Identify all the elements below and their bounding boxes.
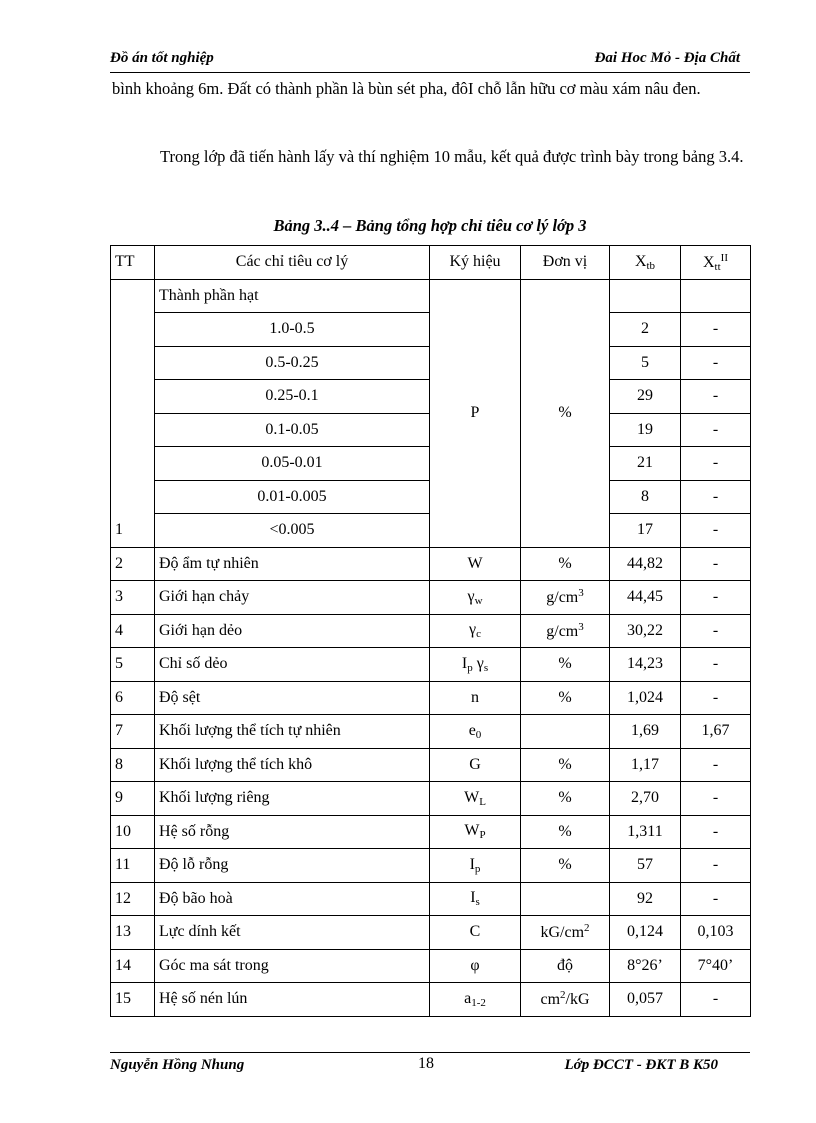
row-tt: 9: [111, 782, 155, 816]
row-xtb: 30,22: [610, 614, 681, 648]
row-symbol: $a_{1-2}$: [430, 983, 521, 1017]
grain-xtb: 21: [610, 447, 681, 481]
row-symbol: φ: [430, 949, 521, 983]
table-row: [111, 648, 751, 682]
grain-xtb: 19: [610, 413, 681, 447]
row-name: Khối lượng thể tích khô: [155, 748, 430, 782]
row-unit: [521, 715, 610, 749]
row-unit: [521, 882, 610, 916]
row-unit: %: [521, 681, 610, 715]
row-xtb: 0,124: [610, 916, 681, 950]
page-header: [110, 48, 750, 73]
row-xtb: 14,23: [610, 648, 681, 682]
header-right: Đai Hoc Mỏ - Địa Chất: [594, 50, 740, 66]
row-xtt: -: [681, 581, 751, 615]
table-row: [111, 983, 751, 1017]
row-xtb: 2,70: [610, 782, 681, 816]
row-xtt: -: [681, 681, 751, 715]
row-unit: %: [521, 547, 610, 581]
row-name: Giới hạn chảy: [155, 581, 430, 615]
grain-range: 0.05-0.01: [155, 447, 430, 481]
row-xtt: 1,67: [681, 715, 751, 749]
row-symbol: $I_p$: [430, 849, 521, 883]
paragraph-2: Trong lớp đã tiến hành lấy và thí nghiệm 10 mẫu, kết quả được trình bày trong bảng 3.4.: [160, 147, 744, 166]
row-xtb: 1,311: [610, 815, 681, 849]
row-tt: 14: [111, 949, 155, 983]
grain-xtt: -: [681, 346, 751, 380]
row-symbol: $I_s$: [430, 882, 521, 916]
grain-xtb-empty: [610, 279, 681, 313]
table-row: [111, 547, 751, 581]
header-symbol: Ký hiệu: [430, 246, 521, 280]
header-unit: Đơn vị: [521, 246, 610, 280]
row-xtb: 1,17: [610, 748, 681, 782]
header-tt: TT: [111, 246, 155, 280]
row-tt: 4: [111, 614, 155, 648]
row-xtb: 0,057: [610, 983, 681, 1017]
grain-xtt-empty: [681, 279, 751, 313]
row-xtt: -: [681, 648, 751, 682]
row-name: Khối lượng riêng: [155, 782, 430, 816]
row-tt: 10: [111, 815, 155, 849]
row-unit: $kG/cm^2$: [521, 916, 610, 950]
row-tt: 12: [111, 882, 155, 916]
header-left: Đồ án tốt nghiệp: [110, 50, 214, 66]
row-name: Độ bão hoà: [155, 882, 430, 916]
table-row: [111, 815, 751, 849]
row-unit: $cm^2/kG$: [521, 983, 610, 1017]
table-row: [111, 949, 751, 983]
grain-xtb: 29: [610, 380, 681, 414]
row-tt: 5: [111, 648, 155, 682]
grain-xtt: -: [681, 514, 751, 548]
grain-xtt: -: [681, 447, 751, 481]
grain-xtb: 2: [610, 313, 681, 347]
table-header-row: [111, 246, 751, 280]
grain-title: Thành phần hạt: [155, 279, 430, 313]
grain-unit: %: [521, 279, 610, 547]
grain-range: 0.1-0.05: [155, 413, 430, 447]
grain-range: 1.0-0.5: [155, 313, 430, 347]
row-xtt: -: [681, 849, 751, 883]
row-xtb: 1,024: [610, 681, 681, 715]
row-xtt: 0,103: [681, 916, 751, 950]
row-xtt: 7°40’: [681, 949, 751, 983]
row-name: Độ ẩm tự nhiên: [155, 547, 430, 581]
row-symbol: G: [430, 748, 521, 782]
grain-xtt: -: [681, 480, 751, 514]
row-unit: %: [521, 782, 610, 816]
table-row: [111, 614, 751, 648]
row-tt: 6: [111, 681, 155, 715]
row-xtt: -: [681, 983, 751, 1017]
row-xtt: -: [681, 815, 751, 849]
grain-range: 0.25-0.1: [155, 380, 430, 414]
row-xtt: -: [681, 547, 751, 581]
row-symbol: $I_p$ $\gamma_s$: [430, 648, 521, 682]
row-xtb: 92: [610, 882, 681, 916]
page-number: 18: [418, 1055, 434, 1072]
row-name: Chỉ số dẻo: [155, 648, 430, 682]
table-row: [111, 782, 751, 816]
table-caption: Bảng 3..4 – Bảng tổng hợp chỉ tiêu cơ lý lớp 3: [273, 216, 587, 235]
row-symbol: $\gamma_w$: [430, 581, 521, 615]
row-tt: 2: [111, 547, 155, 581]
row-symbol: W: [430, 547, 521, 581]
row-unit: $g/cm^3$: [521, 581, 610, 615]
row-symbol: n: [430, 681, 521, 715]
grain-tt: 1: [111, 279, 155, 547]
table-row: [111, 916, 751, 950]
row-symbol: $W_P$: [430, 815, 521, 849]
row-name: Giới hạn dẻo: [155, 614, 430, 648]
row-xtb: 44,82: [610, 547, 681, 581]
row-symbol: $W_L$: [430, 782, 521, 816]
grain-xtt: -: [681, 413, 751, 447]
row-xtt: -: [681, 614, 751, 648]
header-xtb: $X_{tb}$: [610, 246, 681, 280]
row-unit: $g/cm^3$: [521, 614, 610, 648]
header-name: Các chỉ tiêu cơ lý: [155, 246, 430, 280]
grain-symbol: P: [430, 279, 521, 547]
row-xtt: -: [681, 882, 751, 916]
grain-title-row: [111, 279, 751, 313]
row-symbol: $\gamma_c$: [430, 614, 521, 648]
row-unit: %: [521, 849, 610, 883]
table-row: [111, 748, 751, 782]
row-tt: 8: [111, 748, 155, 782]
row-name: Hệ số nén lún: [155, 983, 430, 1017]
row-symbol: $e_0$: [430, 715, 521, 749]
grain-xtb: 8: [610, 480, 681, 514]
grain-range: 0.01-0.005: [155, 480, 430, 514]
row-unit: %: [521, 648, 610, 682]
row-xtb: 44,45: [610, 581, 681, 615]
grain-xtb: 5: [610, 346, 681, 380]
row-xtt: -: [681, 748, 751, 782]
table-row: [111, 849, 751, 883]
row-xtb: 8°26’: [610, 949, 681, 983]
row-tt: 15: [111, 983, 155, 1017]
row-name: Khối lượng thể tích tự nhiên: [155, 715, 430, 749]
header-xtt: $X_{tt}^{II}$: [681, 246, 751, 280]
row-xtb: 1,69: [610, 715, 681, 749]
row-tt: 7: [111, 715, 155, 749]
table-row: [111, 581, 751, 615]
table-row: [111, 681, 751, 715]
row-xtb: 57: [610, 849, 681, 883]
row-name: Độ lỗ rỗng: [155, 849, 430, 883]
row-tt: 13: [111, 916, 155, 950]
row-unit: %: [521, 748, 610, 782]
page-footer: [110, 1052, 750, 1083]
table-row: [111, 715, 751, 749]
grain-range: 0.5-0.25: [155, 346, 430, 380]
table-row: [111, 882, 751, 916]
row-symbol: C: [430, 916, 521, 950]
grain-xtt: -: [681, 380, 751, 414]
footer-class: Lớp ĐCCT - ĐKT B K50: [564, 1057, 718, 1073]
properties-table: [110, 245, 751, 1017]
row-unit: độ: [521, 949, 610, 983]
row-tt: 3: [111, 581, 155, 615]
paragraph-1: bình khoảng 6m. Đất có thành phần là bùn sét pha, đôI chỗ lẫn hữu cơ màu xám nâu đen.: [112, 79, 701, 98]
row-name: Độ sệt: [155, 681, 430, 715]
row-xtt: -: [681, 782, 751, 816]
row-name: Góc ma sát trong: [155, 949, 430, 983]
row-name: Hệ số rỗng: [155, 815, 430, 849]
row-name: Lực dính kết: [155, 916, 430, 950]
grain-xtt: -: [681, 313, 751, 347]
row-tt: 11: [111, 849, 155, 883]
grain-range: <0.005: [155, 514, 430, 548]
grain-xtb: 17: [610, 514, 681, 548]
footer-author: Nguyễn Hồng Nhung: [110, 1057, 245, 1073]
row-unit: %: [521, 815, 610, 849]
